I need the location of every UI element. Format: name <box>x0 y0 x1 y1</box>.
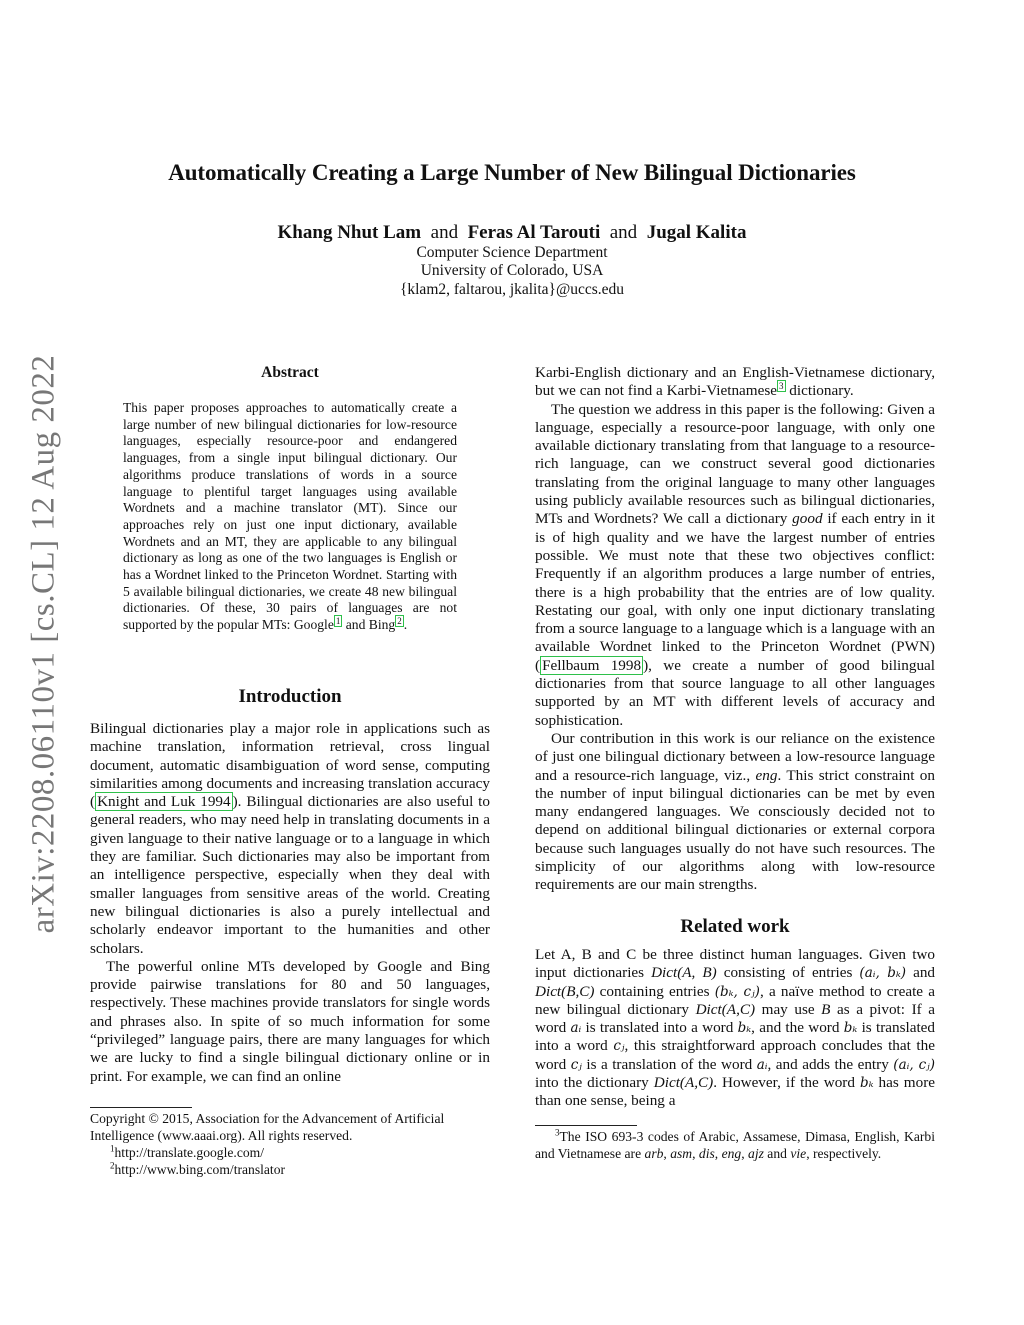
right-p1-text-c: ), we create a number of good bilingual dictionaries from that source language to all other languages supported by an MT with different levels of accuracy and sophistication. <box>535 656 935 729</box>
abstract-text-mid: and Bing <box>342 617 396 633</box>
rw-math-2: (bₖ, cⱼ) <box>714 983 760 1000</box>
rw-t10: is translated into a word <box>535 1019 936 1055</box>
related-paragraph-1 <box>535 946 935 1111</box>
affiliation-university: University of Colorado, USA <box>420 262 604 279</box>
intro-heading: Introduction <box>238 686 342 707</box>
copyright-notice: Copyright © 2015, Association for the Advancement of Artificial Intelligence (www.aaai.org). All rights reserved. <box>90 1111 445 1143</box>
rw-t14: into the dictionary <box>535 1074 654 1092</box>
right-p1-text-b: if each entry in it is of high quality and we have the largest number of entries possible. We must note that these two objectives conflict: Frequently if an algorithm produces a large number of entries, there is a high probability that the entries are of low quality. Restating our goal, with only one input dictionary translating from a source language to a language which is a language with an available Wordnet linked to the Princeton Wordnet (PWN) ( <box>535 510 935 674</box>
right-paragraph-0 <box>535 364 935 401</box>
rw-t5: , a naïve method to create a new bilingual dictionary <box>535 982 935 1018</box>
intro-body <box>90 720 490 1086</box>
abstract-text: This paper proposes approaches to automatically create a large number of new bilingual dictionaries for low-resource languages, especially resource-poor and endangered languages, from a single input bilingual dictionary. Our algorithms produce translations of words in a source language to plentiful target languages using available Wordnets and a machine translator (MT). Since our approaches rely on just one input dictionary, available Wordnets and an MT, they are applicable to any bilingual dictionary as long as one of the two languages is English or has a Wordnet linked to the Princeton Wordnet. Starting with 5 available bilingual dictionaries, we create 48 new bilingual dictionaries. Of these, 30 pairs of languages are not supported by the popular MTs: Google <box>123 400 457 633</box>
rw-math-1: (aᵢ, bₖ) <box>859 965 907 982</box>
fn3-dis: dis <box>698 1146 715 1161</box>
footnote-1-url[interactable]: http://translate.google.com/ <box>114 1145 264 1160</box>
rw-t13: , and adds the entry <box>767 1055 894 1073</box>
rw-t15: . However, if the word <box>713 1074 860 1092</box>
rw-dict-ac: Dict(A,C) <box>695 1000 756 1018</box>
rw-math-3: aᵢ <box>570 1020 582 1037</box>
author-3: Jugal Kalita <box>646 222 747 243</box>
rw-math-9: (aᵢ, cⱼ) <box>893 1056 936 1073</box>
rw-b: B <box>821 1000 831 1018</box>
intro-p1-text-end: ). Bilingual dictionaries are also useful to general readers, who may need help in translating documents in a given language to their native language or to a language in which they are familiar. Such dictionaries may also be important from an intelligence perspective, especially when they deal with smaller languages from sensitive areas of the world. Creating new bilingual dictionaries is also a purely intellectual and scholarly endeavor important to the humanities and other scholars. <box>90 793 490 957</box>
footnote-1 <box>90 1144 490 1161</box>
rw-dict-ac-2: Dict(A,C) <box>653 1074 714 1092</box>
right-p1-good: good <box>792 510 823 528</box>
right-paragraph-2 <box>535 730 935 895</box>
abstract-body <box>123 400 457 634</box>
rw-math-10: bₖ <box>859 1075 874 1092</box>
footnote-link-1[interactable]: 1 <box>335 615 341 626</box>
intro-paragraph-1 <box>90 720 490 958</box>
rw-t6: may use <box>755 1000 822 1018</box>
intro-paragraph-2: The powerful online MTs developed by Google and Bing provide pairwise translations for 80 and 50 languages, respectively. These machines provide translators for single words and phrases also. In spite of so much information for some “privileged” language pairs, there are many languages for which we are lucky to find a single bilingual dictionary online or in print. For example, we can find an online <box>90 957 490 1085</box>
affiliation-email: {klam2, faltarou, jkalita}@uccs.edu <box>399 281 625 298</box>
rw-t12: is a translation of the word <box>581 1055 757 1073</box>
fn3-text: The ISO 693-3 codes of Arabic, Assamese, Dimasa, English, Karbi and Vietnamese are <box>535 1129 935 1161</box>
right-p2-eng: eng <box>755 766 778 784</box>
rw-t8: is translated into a word <box>581 1019 738 1037</box>
citation-knight-luk[interactable]: Knight and Luk 1994 <box>97 793 231 811</box>
author-sep-1: and <box>430 222 459 243</box>
author-sep-2: and <box>609 222 638 243</box>
right-paragraph-1 <box>535 401 935 730</box>
footnote-2-url[interactable]: http://www.bing.com/translator <box>114 1162 286 1177</box>
fn3-eng: eng <box>721 1146 742 1161</box>
rw-t7: as a pivot: If a word <box>535 1000 935 1037</box>
author-1: Khang Nhut Lam <box>277 222 422 243</box>
right-p0-text-end: dictionary. <box>785 382 854 400</box>
footnote-divider-left <box>90 1107 192 1108</box>
author-2: Feras Al Tarouti <box>467 222 601 243</box>
fn3-comma-2: , <box>692 1146 699 1161</box>
right-p2-text-a: Our contribution in this work is our reliance on the existence of just one bilingual dictionary between a low-resource language and a resource-rich language, viz., <box>535 729 935 784</box>
rw-t2: consisting of entries <box>716 964 860 982</box>
fn3-comma-3: , <box>714 1146 722 1161</box>
abstract-text-end: . <box>403 617 408 633</box>
footnote-link-2[interactable]: 2 <box>397 615 402 626</box>
right-column-body <box>535 364 935 895</box>
rw-t11: , this straightforward approach concludes that the word <box>535 1037 935 1073</box>
rw-math-7: cⱼ <box>570 1056 582 1073</box>
affiliation-dept: Computer Science Department <box>416 244 608 261</box>
related-work-heading: Related work <box>680 916 790 937</box>
fn3-comma-4: , <box>741 1146 749 1161</box>
paper-title: Automatically Creating a Large Number of New Bilingual Dictionaries <box>168 160 856 185</box>
fn3-ajz: ajz <box>748 1146 764 1161</box>
footnote-2 <box>90 1161 490 1178</box>
footnote-3 <box>535 1128 935 1162</box>
rw-math-5: bₖ <box>843 1020 858 1037</box>
footnote-divider-right <box>535 1125 637 1126</box>
rw-t3: and <box>906 964 936 982</box>
fn3-vie: vie <box>790 1146 807 1161</box>
rw-dict-ab: Dict(A, B) <box>651 964 717 982</box>
fn3-asm: asm <box>670 1146 693 1161</box>
footnotes-left <box>90 1110 490 1178</box>
rw-t4: containing entries <box>594 982 715 1000</box>
fn3-and: and <box>763 1146 791 1161</box>
right-p2-text-b: . This strict constraint on the number of input bilingual dictionaries can be met by even many endangered languages. We consciously decided not to depend on additional bilingual dictionaries or external corpora because such languages usually do not have such resources. The simplicity of our algorithms along with low-resource requirements are our main strengths. <box>535 766 935 894</box>
rw-math-4: bₖ <box>737 1020 752 1037</box>
footnote-2-mark: 2 <box>110 1160 115 1171</box>
fn3-comma-1: , <box>663 1146 671 1161</box>
intro-p1-text: Bilingual dictionaries play a major role in applications such as machine translation, information retrieval, cross lingual document, automatic disambiguation of word sense, computing similarities among documents and increasing translation accuracy ( <box>90 720 490 811</box>
citation-fellbaum[interactable]: Fellbaum 1998 <box>542 656 642 674</box>
footnote-link-3[interactable]: 3 <box>779 381 784 392</box>
rw-t9: , and the word <box>751 1019 844 1037</box>
footnote-3-mark: 3 <box>555 1127 560 1138</box>
author-line <box>0 222 1024 244</box>
footnote-1-mark: 1 <box>110 1143 115 1154</box>
fn3-arb: arb <box>644 1146 664 1161</box>
fn3-end: , respectively. <box>806 1146 882 1161</box>
right-p1-text-a: The question we address in this paper is the following: Given a language, especially a resource-poor language, with only one available dictionary translating from that language to a resource-rich language, can we construct several good dictionaries translating from the original language to many other languages using publicly available resources such as bilingual dictionaries, MTs and Wordnets? We call a dictionary <box>535 400 935 528</box>
rw-math-8: aᵢ <box>756 1056 768 1073</box>
rw-t1: Let A, B and C be three distinct human languages. Given two input dictionaries <box>535 946 935 982</box>
rw-math-6: cⱼ <box>613 1038 625 1055</box>
right-p0-text: Karbi-English dictionary and an English-Vietnamese dictionary, but we can not find a Karbi-Vietnamese <box>535 364 935 400</box>
abstract-heading: Abstract <box>261 364 319 381</box>
rw-dict-bc: Dict(B,C) <box>535 982 595 1000</box>
related-work-body <box>535 946 935 1111</box>
rw-t16: has more than one sense, being a <box>535 1074 935 1110</box>
arxiv-stamp-text: arXiv:2208.06110v1 [cs.CL] 12 Aug 2022 <box>25 354 62 934</box>
